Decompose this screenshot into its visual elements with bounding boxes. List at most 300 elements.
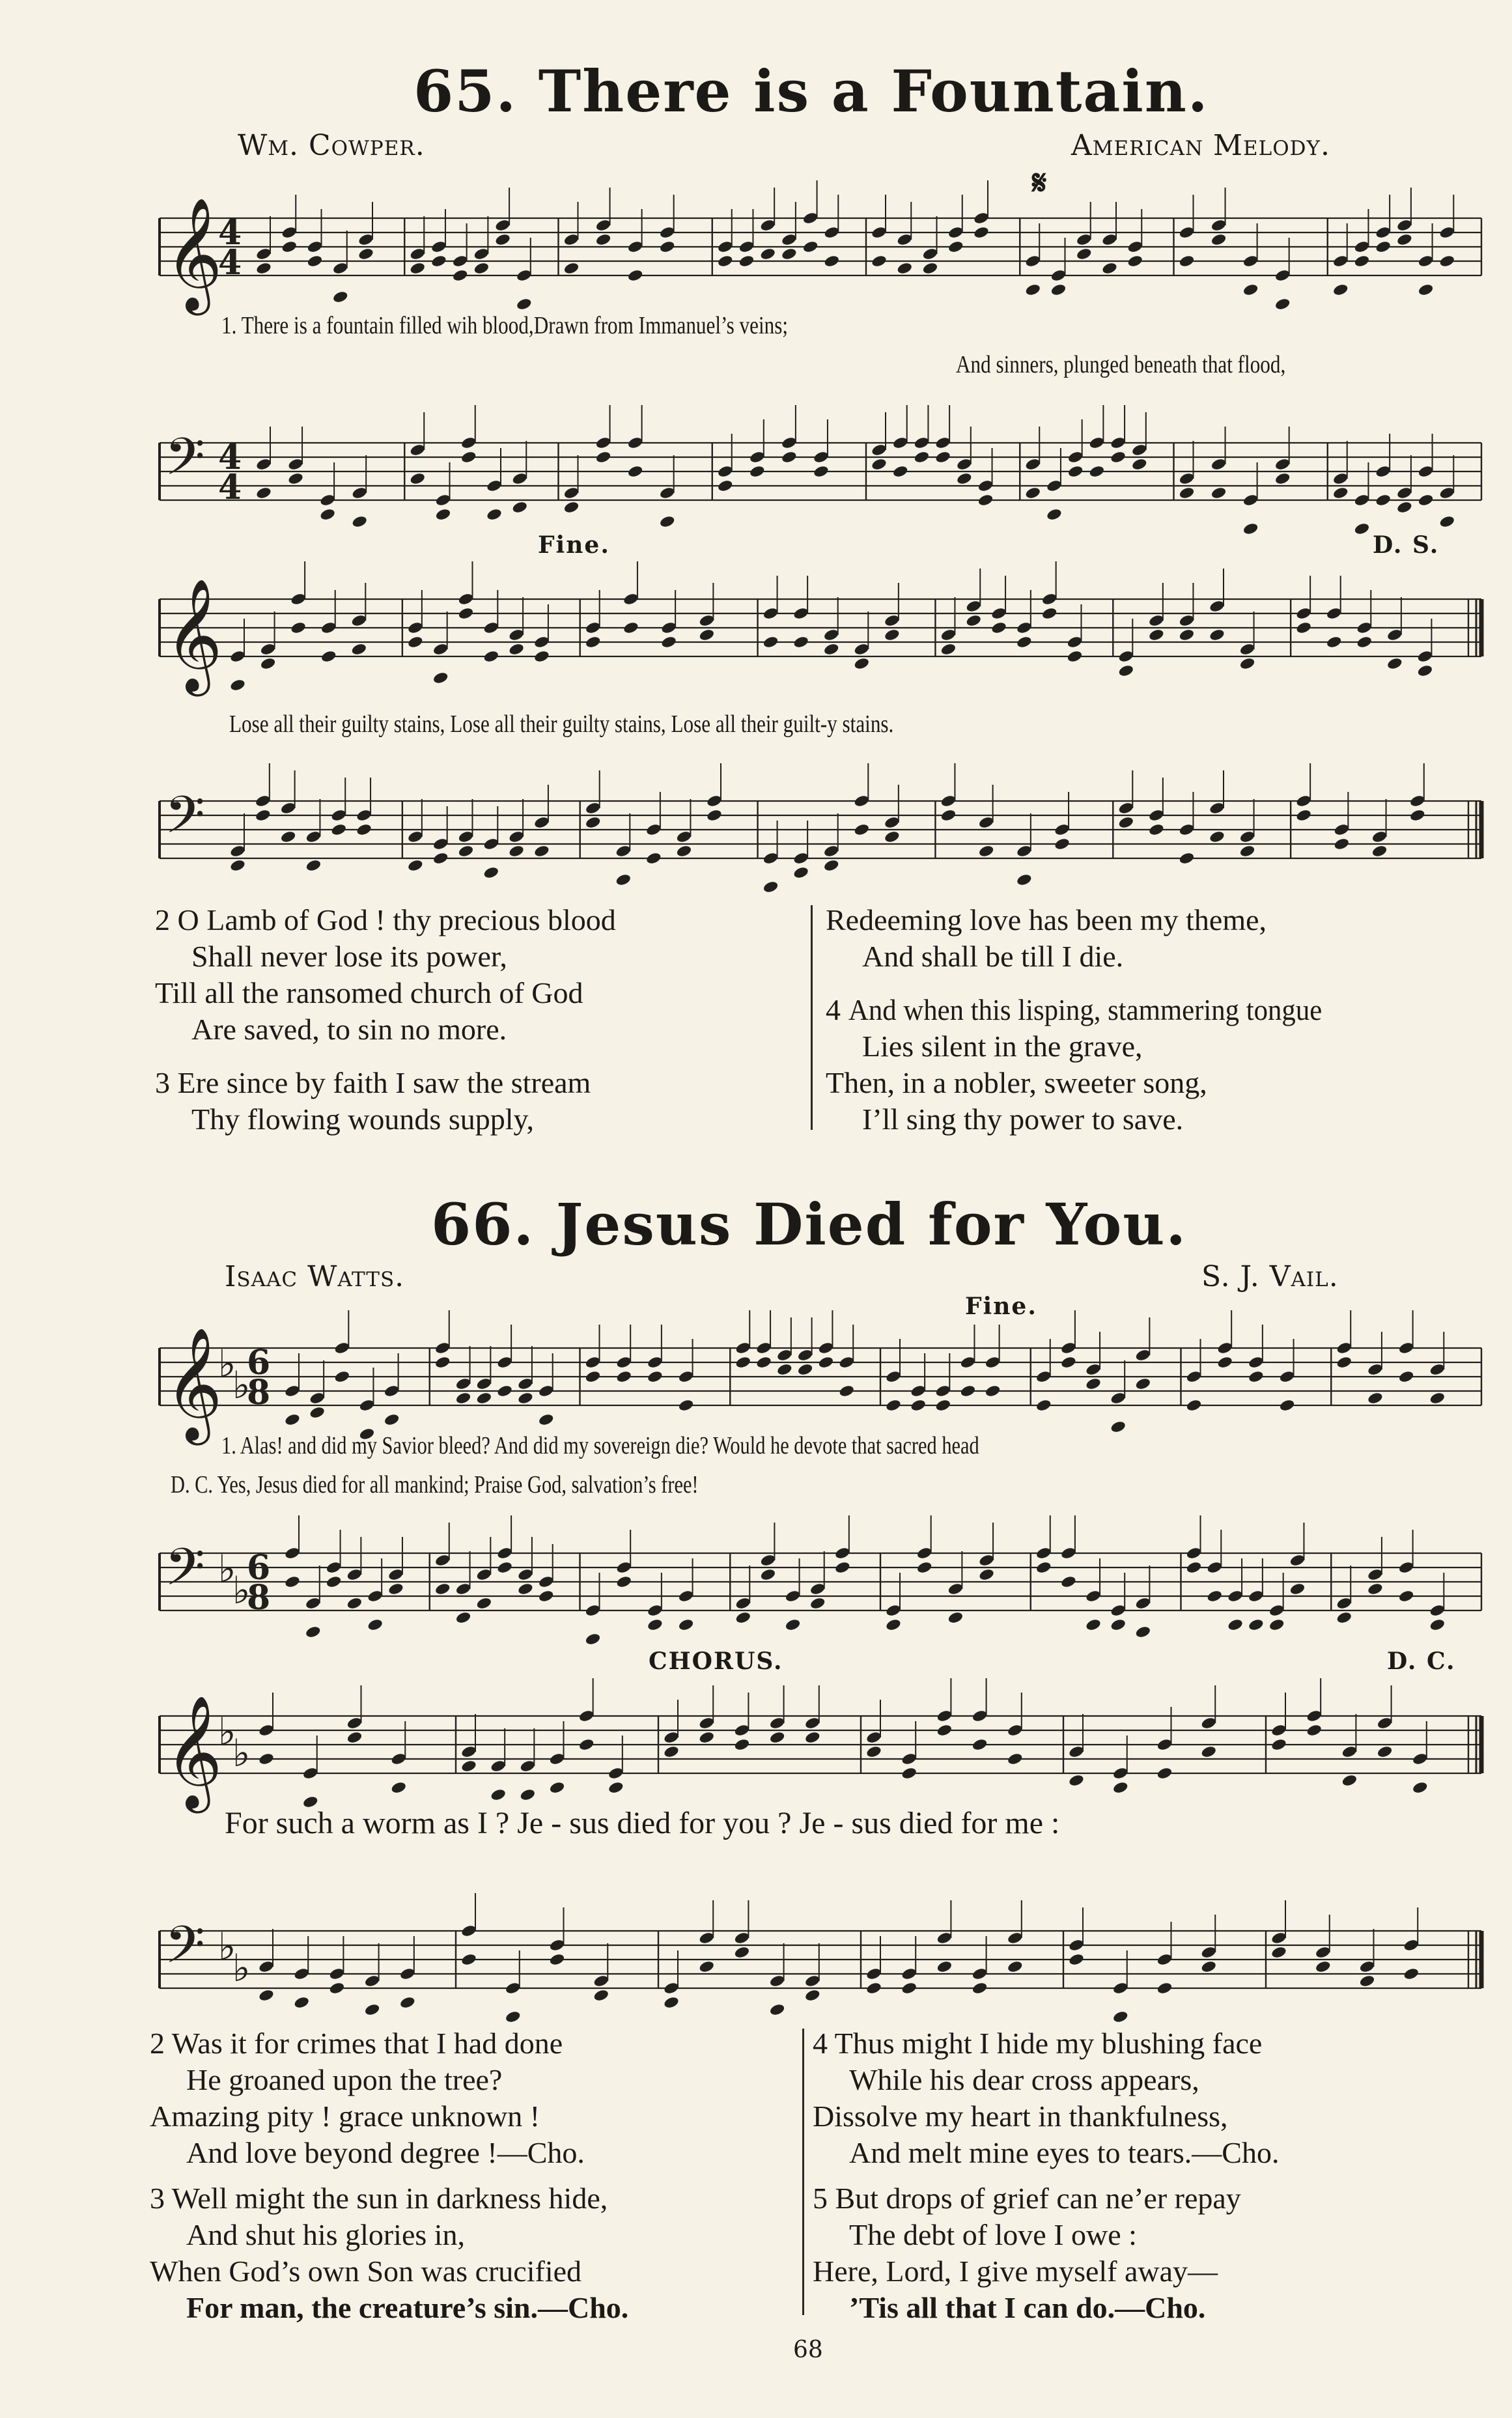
note-head: [734, 1931, 751, 1945]
note-head: [1375, 240, 1392, 253]
segno-sign: 𝄋: [1032, 163, 1047, 203]
note-head: [390, 1752, 407, 1765]
verse-line: And love beyond degree !—Cho.: [186, 2136, 585, 2169]
note-head: [387, 1582, 404, 1596]
note-head: [1412, 1780, 1429, 1794]
verse-5: [813, 2180, 1280, 2326]
note-head: [549, 1752, 566, 1765]
note-head: [645, 851, 662, 865]
note-head: [659, 240, 676, 253]
note-head: [1060, 1341, 1077, 1355]
note-head: [1067, 649, 1084, 663]
note-head: [1035, 1546, 1052, 1560]
time-signature-bottom: 8: [247, 1578, 271, 1618]
note-head: [1315, 1960, 1332, 1973]
note-head: [813, 450, 830, 464]
note-head: [734, 1945, 751, 1959]
note-head: [1417, 649, 1434, 663]
note-head: [1211, 232, 1227, 246]
verse-1-line-1: 1. Alas! and did my Savior bleed? And did my sovereign die? Would he devote that sacred head: [221, 1432, 979, 1459]
note-head: [978, 844, 995, 858]
note-head: [763, 851, 779, 865]
note-head: [1386, 628, 1403, 641]
note-head: [387, 1567, 404, 1581]
note-head: [759, 218, 776, 232]
note-head: [1148, 822, 1165, 836]
verse-line: Redeeming love has been my theme,: [826, 903, 1267, 936]
note-head: [258, 1960, 275, 1973]
note-head: [1354, 493, 1371, 507]
treble-staff: [160, 573, 1481, 692]
note-head: [430, 254, 447, 268]
note-head: [940, 642, 957, 656]
note-head: [390, 1780, 407, 1794]
note-head: [901, 1766, 917, 1780]
note-head: [1377, 1745, 1393, 1758]
note-head: [490, 1759, 507, 1773]
note-head: [985, 1384, 1001, 1398]
note-head: [1101, 261, 1118, 275]
note-head: [1409, 794, 1426, 808]
note-head: [804, 1716, 821, 1730]
note-head: [1016, 873, 1033, 886]
note-head: [865, 1730, 882, 1744]
note-head: [508, 628, 525, 641]
note-head: [1359, 1960, 1376, 1973]
note-head: [823, 628, 840, 641]
note-head: [785, 1589, 802, 1603]
note-head: [717, 254, 734, 268]
note-head: [965, 599, 982, 613]
note-head: [776, 1348, 793, 1362]
note-head: [229, 858, 246, 872]
note-head: [434, 1553, 451, 1567]
note-head: [865, 1745, 882, 1758]
note-head: [595, 436, 612, 449]
note-head: [508, 830, 525, 843]
note-head: [496, 1560, 513, 1574]
note-head: [769, 2003, 786, 2016]
note-head: [1332, 486, 1349, 499]
note-head: [538, 1413, 555, 1426]
note-head: [781, 247, 798, 260]
note-head: [1085, 1589, 1102, 1603]
chorus-mark: CHORUS.: [649, 1648, 783, 1675]
note-head: [978, 815, 995, 829]
note-head: [549, 1938, 566, 1952]
note-head: [595, 450, 612, 464]
note-head: [260, 642, 277, 656]
note-head: [1274, 471, 1291, 485]
note-head: [1067, 635, 1084, 649]
note-head: [956, 471, 973, 485]
note-head: [483, 649, 499, 663]
time-signature-bottom: 4: [218, 468, 242, 507]
note-head: [1398, 1589, 1415, 1603]
note-head: [1216, 1341, 1233, 1355]
note-head: [901, 1981, 917, 1995]
hymn-66-title: 66. Jesus Died for You.: [431, 1190, 1187, 1258]
note-head: [1227, 1618, 1244, 1631]
note-head: [1336, 1596, 1352, 1610]
note-head: [627, 240, 644, 253]
note-head: [853, 642, 870, 656]
verse-1-line-3: Lose all their guilty stains, Lose all their guilty stains, Lose all their guilt-y stains.: [229, 710, 894, 738]
note-head: [563, 232, 580, 246]
note-head: [1054, 837, 1071, 851]
note-head: [585, 1370, 602, 1383]
note-head: [901, 1752, 917, 1765]
note-head: [458, 606, 475, 620]
note-head: [460, 436, 477, 449]
note-head: [1068, 1952, 1085, 1966]
note-head: [1148, 808, 1165, 822]
note-head: [884, 815, 901, 829]
note-head: [496, 1355, 513, 1369]
note-head: [332, 261, 349, 275]
note-head: [1211, 218, 1227, 232]
note-head: [871, 457, 888, 471]
note-head: [595, 218, 612, 232]
note-head: [1334, 822, 1351, 836]
note-head: [309, 1391, 326, 1405]
note-head: [627, 464, 644, 478]
note-head: [1418, 283, 1435, 296]
note-head: [1398, 1341, 1415, 1355]
note-head: [947, 240, 964, 253]
note-head: [809, 1596, 826, 1610]
note-head: [434, 1341, 451, 1355]
note-head: [1248, 1618, 1265, 1631]
note-head: [1117, 801, 1134, 815]
note-head: [936, 1960, 953, 1973]
note-head: [458, 592, 475, 606]
page-number: 68: [793, 2337, 823, 2363]
note-head: [1117, 649, 1134, 663]
note-head: [1179, 851, 1196, 865]
note-head: [350, 613, 367, 627]
note-head: [615, 844, 632, 858]
note-head: [759, 247, 776, 260]
note-head: [865, 1981, 882, 1995]
note-head: [1268, 1603, 1285, 1617]
note-head: [260, 656, 277, 670]
note-head: [333, 1370, 350, 1383]
note-head: [516, 297, 533, 311]
note-head: [769, 1730, 786, 1744]
note-head: [792, 606, 809, 620]
note-head: [1336, 1355, 1352, 1369]
note-head: [483, 865, 499, 879]
note-head: [1060, 1355, 1077, 1369]
note-head: [776, 1362, 793, 1376]
note-head: [1315, 1945, 1332, 1959]
note-head: [1270, 1723, 1287, 1737]
verse-3-continued: [826, 902, 1357, 975]
time-signature-bottom: 8: [247, 1373, 271, 1413]
note-head: [549, 1780, 566, 1794]
note-head: [676, 830, 693, 843]
note-head: [593, 1974, 609, 1988]
note-head: [1367, 1362, 1384, 1376]
note-head: [910, 1398, 927, 1412]
note-head: [407, 830, 424, 843]
note-head: [1295, 808, 1312, 822]
note-head: [972, 1709, 988, 1722]
flat-icon: ♭: [218, 1547, 236, 1591]
note-head: [455, 1610, 472, 1624]
note-head: [1068, 1938, 1085, 1952]
note-head: [1117, 664, 1134, 677]
note-head: [458, 830, 475, 843]
note-head: [1371, 830, 1388, 843]
hymn-65-author: Wm. Cowper.: [238, 129, 425, 162]
note-head: [258, 1752, 275, 1765]
note-head: [734, 1723, 751, 1737]
note-head: [460, 1759, 477, 1773]
verse-line: ’Tis all that I can do.—Cho.: [849, 2291, 1206, 2324]
verse-number: 2: [155, 903, 170, 936]
note-head: [960, 1355, 977, 1369]
note-head: [1035, 1398, 1052, 1412]
note-head: [435, 493, 452, 507]
note-head: [1068, 1773, 1085, 1787]
note-head: [1386, 656, 1403, 670]
verse-line: Till all the ransomed church of God: [155, 976, 583, 1009]
bass-staff: [160, 775, 1481, 873]
note-head: [884, 613, 901, 627]
note-head: [1209, 801, 1225, 815]
note-head: [1135, 1348, 1152, 1362]
note-head: [698, 1730, 715, 1744]
note-head: [940, 628, 957, 641]
note-head: [760, 1553, 777, 1567]
note-head: [1242, 522, 1259, 535]
note-head: [1135, 1377, 1152, 1390]
note-head: [781, 450, 798, 464]
note-head: [1110, 1391, 1127, 1405]
note-head: [1035, 1370, 1052, 1383]
note-head: [1101, 232, 1118, 246]
note-head: [1060, 1546, 1077, 1560]
note-head: [1110, 450, 1127, 464]
note-head: [1156, 1981, 1173, 1995]
note-head: [563, 486, 580, 499]
note-head: [1200, 1716, 1217, 1730]
note-head: [505, 1981, 522, 1995]
note-head: [496, 1384, 513, 1398]
note-head: [1179, 254, 1196, 268]
note-head: [356, 808, 372, 822]
note-head: [229, 649, 246, 663]
verse-number: 4: [813, 2027, 828, 2060]
note-head: [769, 1716, 786, 1730]
note-head: [1332, 283, 1349, 296]
verse-line: Lies silent in the grave,: [862, 1030, 1143, 1063]
verse-line: And melt mine eyes to tears.—Cho.: [849, 2136, 1280, 2169]
note-head: [663, 1745, 680, 1758]
note-head: [305, 858, 322, 872]
note-head: [1429, 1391, 1446, 1405]
note-head: [647, 1355, 664, 1369]
note-head: [409, 443, 426, 457]
verse-line: And when this lisping, stammering tongue: [848, 993, 1322, 1026]
note-head: [809, 1582, 826, 1596]
note-head: [834, 1560, 851, 1574]
note-head: [293, 1995, 310, 2009]
note-head: [1085, 1362, 1102, 1376]
note-head: [1438, 225, 1455, 239]
note-head: [1148, 628, 1165, 641]
treble-staff: [160, 1322, 1481, 1441]
note-head: [1112, 2010, 1129, 2023]
note-head: [357, 232, 374, 246]
note-head: [802, 211, 819, 225]
note-head: [1054, 822, 1071, 836]
note-head: [818, 1355, 835, 1369]
note-head: [706, 808, 723, 822]
note-head: [1248, 1355, 1265, 1369]
note-head: [1239, 642, 1256, 656]
note-head: [1112, 1766, 1129, 1780]
note-head: [490, 1788, 507, 1801]
note-head: [853, 794, 870, 808]
note-head: [922, 247, 939, 260]
note-head: [678, 1370, 695, 1383]
note-head: [409, 261, 426, 275]
note-head: [1067, 464, 1084, 478]
note-head: [359, 1398, 376, 1412]
note-head: [804, 1730, 821, 1744]
note-head: [409, 247, 426, 260]
note-head: [615, 1370, 632, 1383]
note-head: [1127, 240, 1143, 253]
note-head: [1041, 606, 1058, 620]
note-head: [533, 815, 550, 829]
note-head: [735, 1596, 751, 1610]
note-head: [520, 1788, 537, 1801]
note-head: [357, 247, 374, 260]
note-head: [698, 1931, 715, 1945]
note-head: [645, 822, 662, 836]
note-head: [973, 225, 990, 239]
note-head: [460, 450, 477, 464]
note-head: [1295, 606, 1312, 620]
time-signature-top: 6: [247, 1548, 271, 1588]
note-head: [320, 649, 337, 663]
note-head: [319, 493, 336, 507]
note-head: [1341, 1745, 1358, 1758]
note-head: [1060, 1575, 1077, 1588]
note-head: [678, 1398, 695, 1412]
note-head: [1341, 1773, 1358, 1787]
note-head: [255, 457, 272, 471]
note-head: [1007, 1960, 1024, 1973]
note-head: [1354, 240, 1371, 253]
verse-line: I’ll sing thy power to save.: [862, 1103, 1184, 1136]
hymn-66-verses-left: [150, 2025, 628, 2326]
note-head: [517, 1377, 534, 1390]
note-head: [699, 613, 716, 627]
note-head: [763, 880, 779, 893]
hymn-66-composer: S. J. Vail.: [1201, 1260, 1339, 1293]
note-head: [578, 1737, 595, 1751]
time-signature-bottom: 4: [218, 243, 242, 283]
note-head: [585, 1603, 602, 1617]
note-head: [1206, 1560, 1223, 1574]
note-head: [1110, 1420, 1127, 1433]
note-head: [1418, 254, 1435, 268]
note-head: [947, 225, 964, 239]
note-head: [538, 1575, 555, 1588]
time-signature-top: 6: [247, 1343, 271, 1383]
note-head: [1200, 1945, 1217, 1959]
verse-2: [155, 902, 616, 1048]
note-head: [1024, 254, 1041, 268]
note-head: [432, 642, 449, 656]
note-head: [346, 1730, 363, 1744]
note-head: [896, 232, 913, 246]
note-head: [1279, 1370, 1296, 1383]
note-head: [476, 1391, 493, 1405]
note-head: [785, 1618, 802, 1631]
note-head: [960, 1384, 977, 1398]
note-head: [432, 671, 449, 684]
note-head: [305, 1625, 322, 1638]
verse-line: Thus might I hide my blushing face: [834, 2027, 1263, 2060]
note-head: [1112, 1780, 1129, 1794]
note-head: [538, 1589, 555, 1603]
note-head: [1024, 457, 1041, 471]
note-head: [280, 801, 297, 815]
note-head: [1007, 1723, 1024, 1737]
note-head: [871, 254, 888, 268]
note-head: [229, 844, 246, 858]
note-head: [1274, 297, 1291, 311]
note-head: [284, 1575, 301, 1588]
bass-staff: [160, 417, 1481, 514]
note-head: [947, 1582, 964, 1596]
note-head: [1268, 1618, 1285, 1631]
note-head: [769, 1974, 786, 1988]
verse-line: But drops of grief can ne’er repay: [835, 2182, 1241, 2215]
note-head: [965, 613, 982, 627]
note-head: [659, 514, 676, 528]
note-head: [1398, 1370, 1415, 1383]
note-head: [1418, 493, 1435, 507]
column-divider: [811, 905, 813, 1130]
note-head: [452, 268, 469, 282]
note-head: [647, 1603, 664, 1617]
note-head: [934, 1384, 951, 1398]
note-head: [885, 1370, 902, 1383]
bass-clef-icon: 𝄢: [165, 1537, 205, 1610]
note-head: [1200, 1960, 1217, 1973]
note-head: [533, 649, 550, 663]
note-head: [432, 851, 449, 865]
treble-staff: [160, 1690, 1481, 1808]
note-head: [455, 1377, 472, 1390]
note-head: [384, 1384, 400, 1398]
note-head: [346, 1596, 363, 1610]
note-head: [823, 642, 840, 656]
note-head: [797, 1362, 814, 1376]
note-head: [892, 464, 909, 478]
verse-line: The debt of love I owe :: [849, 2218, 1137, 2251]
note-head: [659, 486, 676, 499]
note-head: [496, 1546, 513, 1560]
flat-icon: ♭: [218, 1342, 236, 1386]
